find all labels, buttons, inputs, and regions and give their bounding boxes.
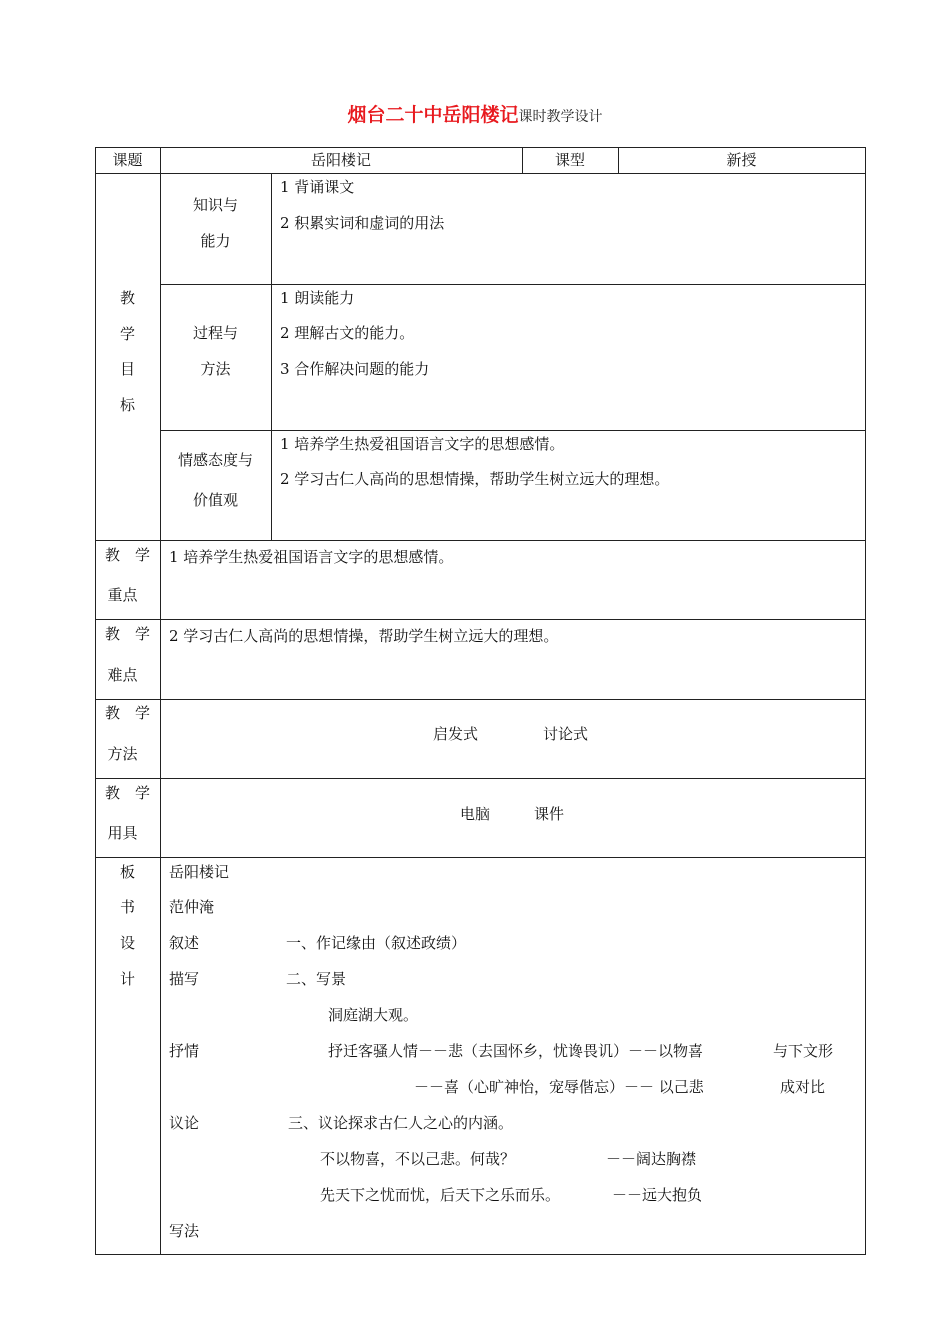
- knowledge-item: 2 积累实词和虚词的用法: [280, 214, 445, 232]
- table-rule: [95, 540, 866, 541]
- table-rule: [95, 857, 866, 858]
- attitude-label-line1: 情感态度与: [177, 451, 253, 469]
- method-label: 方法: [107, 745, 138, 763]
- table-rule: [160, 284, 866, 285]
- board-lyric: 抒情: [169, 1042, 200, 1060]
- tools-label: 教 学: [104, 784, 150, 802]
- goals-label-char: 教: [119, 289, 135, 307]
- table-rule: [95, 699, 866, 700]
- type-label: 课型: [554, 151, 585, 169]
- key-point-text: 1 培养学生热爱祖国语言文字的思想感情。: [169, 548, 454, 566]
- process-label-line2: 方法: [200, 360, 231, 378]
- title-suffix: 课时教学设计: [518, 109, 603, 125]
- method-item: 讨论式: [543, 725, 589, 743]
- board-author: 范仲淹: [169, 898, 215, 916]
- board-quote2-right: －－远大抱负: [612, 1186, 703, 1204]
- board-narrate-text: 一、作记缘由（叙述政绩）: [286, 934, 467, 952]
- type-value: 新授: [726, 151, 757, 169]
- tools-item: 电脑: [460, 805, 491, 823]
- board-lyric-a: 抒迁客骚人情－－悲（去国怀乡，忧谗畏讥）－－以物喜: [328, 1042, 704, 1060]
- goals-label-char: 目: [119, 360, 135, 378]
- board-quote2: 先天下之忧而忧，后天下之乐而乐。: [320, 1186, 561, 1204]
- tools-item: 课件: [534, 805, 565, 823]
- page-title: [0, 100, 950, 127]
- table-col-rule: [271, 173, 272, 541]
- method-label: 教 学: [104, 704, 150, 722]
- board-label-char: 设: [119, 934, 135, 952]
- board-discuss: 议论: [169, 1114, 200, 1132]
- board-lyric-a-right: 与下文形: [773, 1042, 834, 1060]
- goals-label-char: 学: [119, 325, 135, 343]
- board-describe-text: 二、写景: [286, 970, 347, 988]
- method-item: 启发式: [433, 725, 479, 743]
- table-rule: [95, 778, 866, 779]
- table-rule: [95, 173, 866, 174]
- topic-value: 岳阳楼记: [310, 151, 371, 169]
- tools-label: 用具: [107, 824, 138, 842]
- title-main: 烟台二十中岳阳楼记: [347, 104, 519, 126]
- topic-label: 课题: [112, 151, 143, 169]
- board-discuss-text: 三、议论探求古仁人之心的内涵。: [288, 1114, 514, 1132]
- board-narrate: 叙述: [169, 934, 200, 952]
- board-label-char: 书: [119, 898, 135, 916]
- difficulty-label: 难点: [107, 666, 138, 684]
- board-quote1: 不以物喜，不以己悲。何哉？: [320, 1150, 516, 1168]
- process-label-line1: 过程与: [192, 324, 238, 342]
- board-lyric-b: －－喜（心旷神怡，宠辱偕忘）－－ 以己悲: [414, 1078, 704, 1096]
- attitude-label-line2: 价值观: [192, 491, 238, 509]
- goals-label-char: 标: [119, 396, 135, 414]
- table-rule: [95, 619, 866, 620]
- difficulty-text: 2 学习古仁人高尚的思想情操，帮助学生树立远大的理想。: [169, 627, 559, 645]
- table-border-top: [95, 147, 866, 148]
- table-rule: [160, 430, 866, 431]
- table-col-rule: [160, 147, 161, 1255]
- table-border-left: [95, 147, 96, 1255]
- process-item: 1 朗读能力: [280, 289, 355, 307]
- board-writing: 写法: [169, 1222, 200, 1240]
- knowledge-label-line1: 知识与: [192, 196, 238, 214]
- process-item: 3 合作解决问题的能力: [280, 360, 430, 378]
- difficulty-label: 教 学: [104, 625, 150, 643]
- board-lyric-b-right: 成对比: [780, 1078, 826, 1096]
- knowledge-label-line2: 能力: [200, 232, 231, 250]
- board-title: 岳阳楼记: [169, 863, 230, 881]
- key-point-label: 重点: [107, 586, 138, 604]
- board-quote1-right: －－阔达胸襟: [606, 1150, 697, 1168]
- attitude-item: 2 学习古仁人高尚的思想情操，帮助学生树立远大的理想。: [280, 470, 670, 488]
- board-lake: 洞庭湖大观。: [328, 1006, 419, 1024]
- key-point-label: 教 学: [104, 546, 150, 564]
- table-border-right: [865, 147, 866, 1255]
- board-describe: 描写: [169, 970, 200, 988]
- attitude-item: 1 培养学生热爱祖国语言文字的思想感情。: [280, 435, 565, 453]
- process-item: 2 理解古文的能力。: [280, 324, 415, 342]
- knowledge-item: 1 背诵课文: [280, 178, 355, 196]
- board-label-char: 计: [119, 970, 135, 988]
- board-label-char: 板: [119, 863, 135, 881]
- table-border-bottom: [95, 1254, 866, 1255]
